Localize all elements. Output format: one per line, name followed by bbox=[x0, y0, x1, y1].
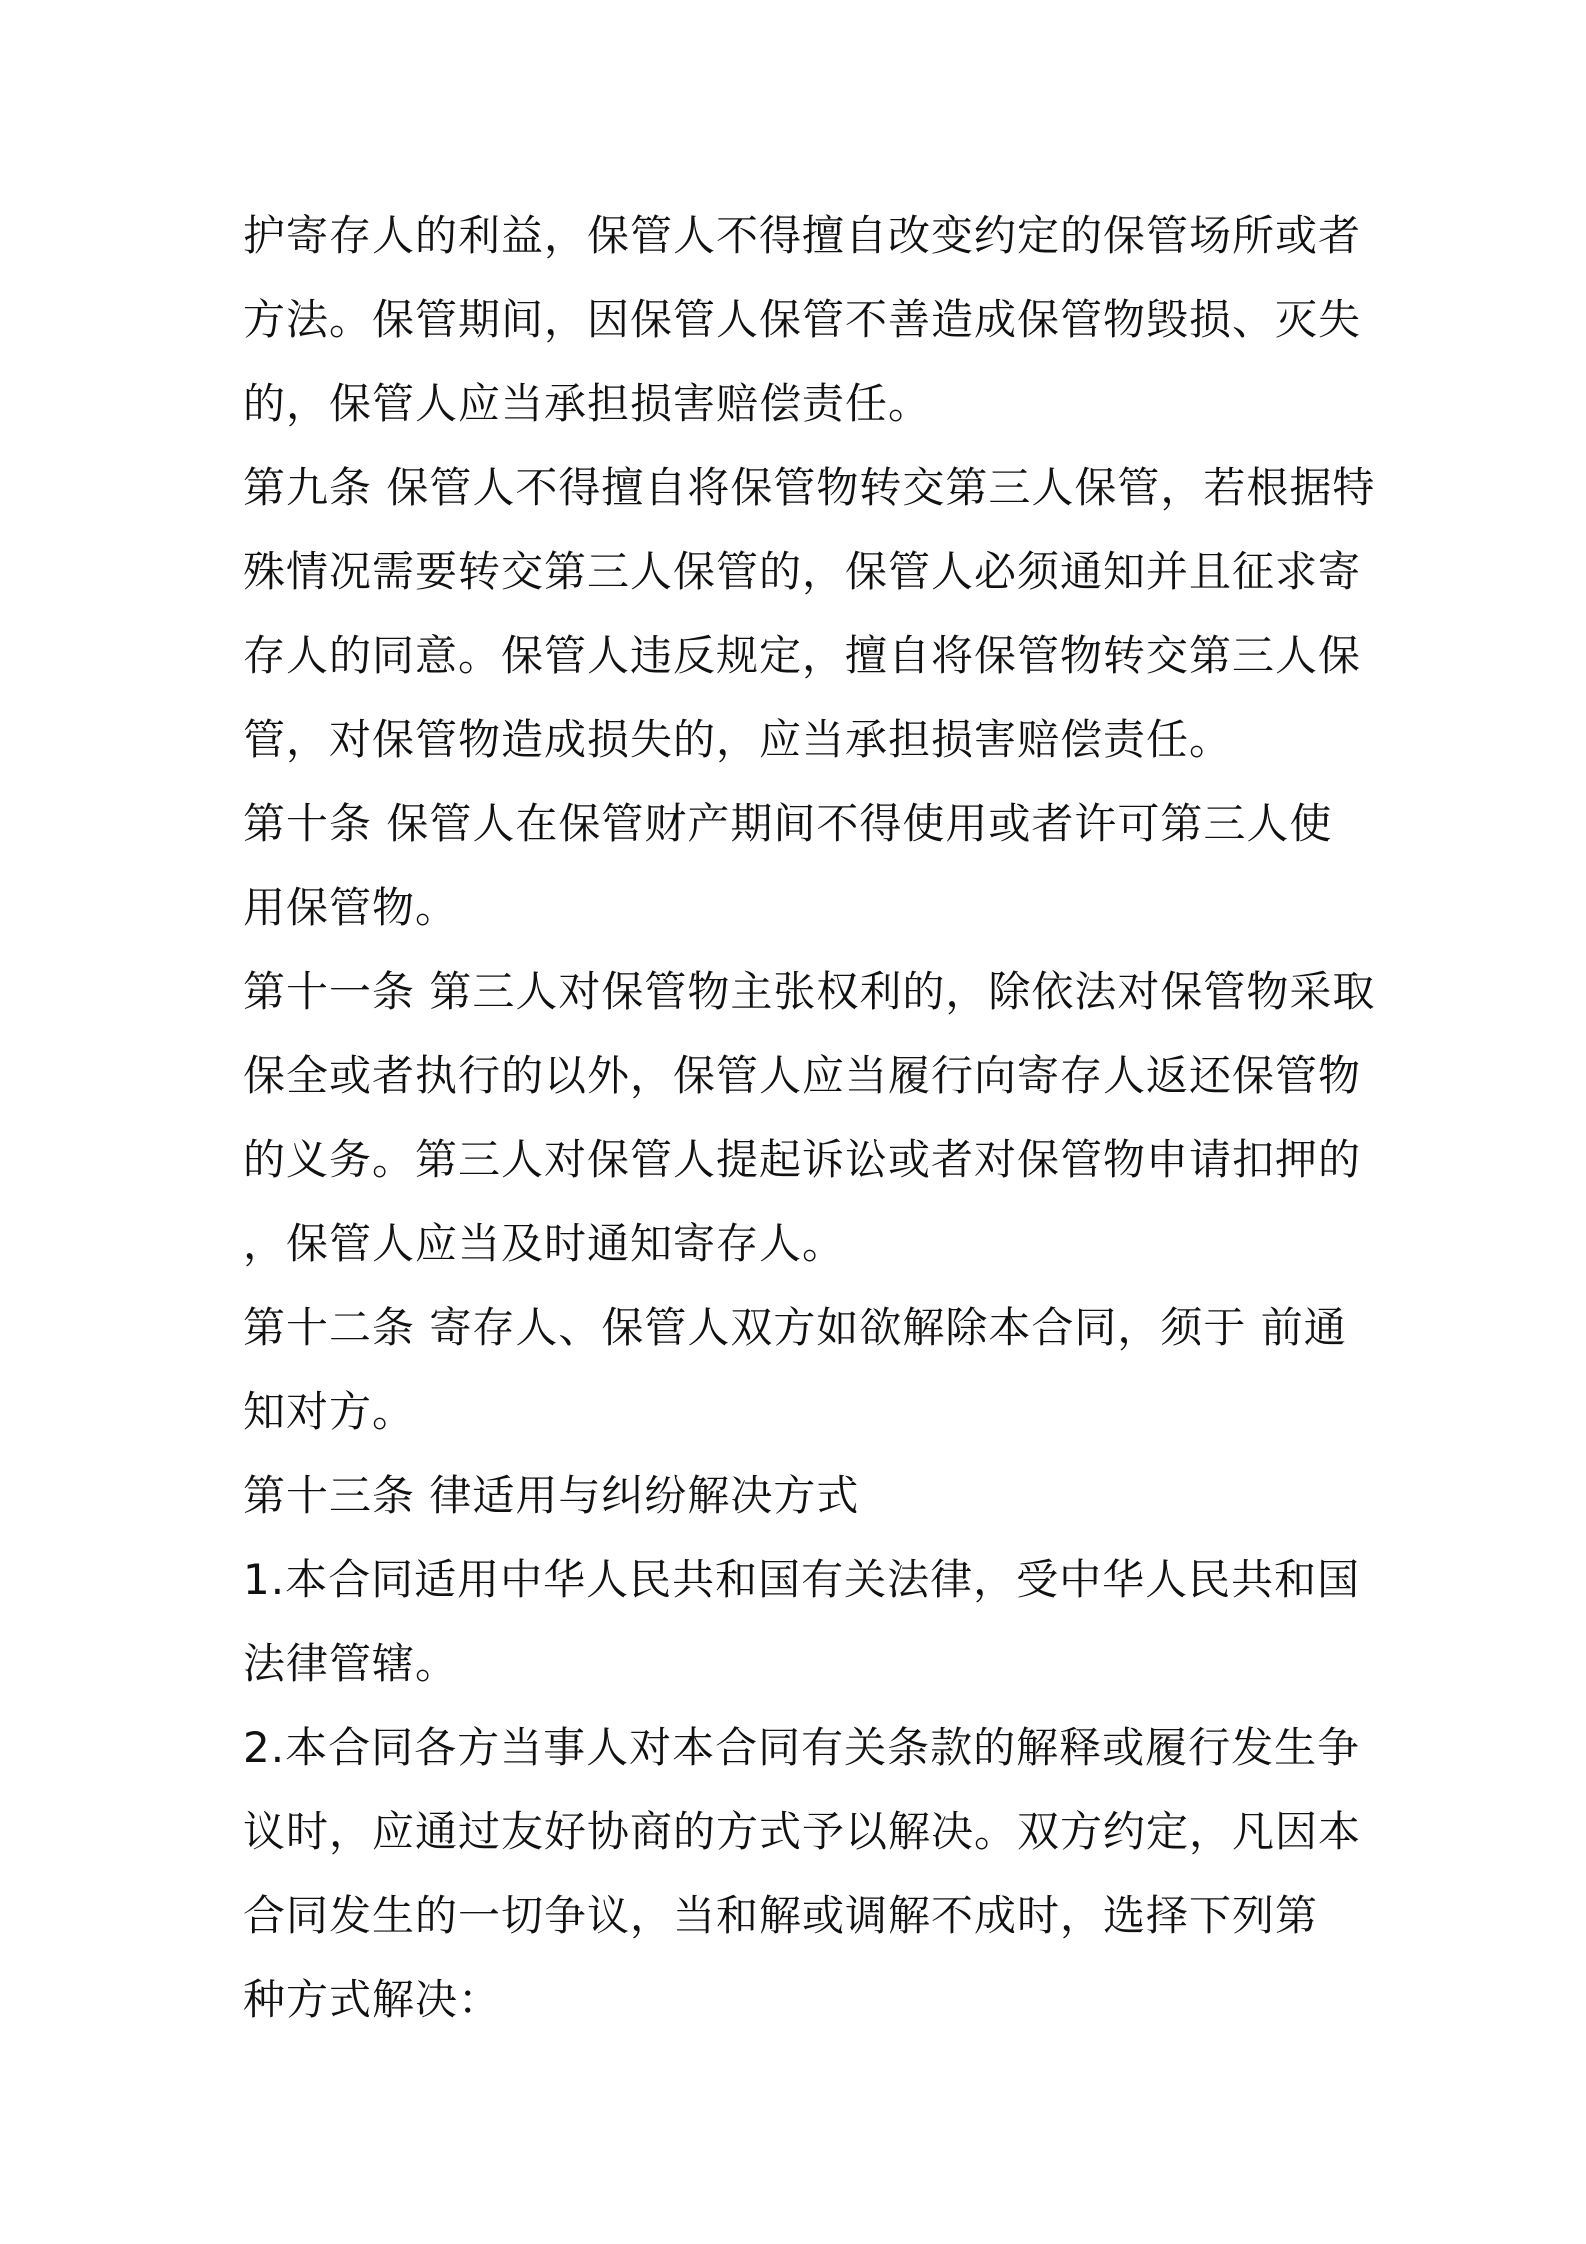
text-line: 殊情况需要转交第三人保管的，保管人必须通知并且征求寄 bbox=[243, 547, 1362, 596]
text-line: 方法。保管期间，因保管人保管不善造成保管物毁损、灭失 bbox=[243, 295, 1362, 344]
article-13-heading-line: 第十三条 律适用与纠纷解决方式 bbox=[243, 1471, 860, 1520]
contract-body-text bbox=[243, 194, 1376, 2042]
text-line: 用保管物。 bbox=[243, 883, 459, 932]
article-10-heading-line: 第十条 保管人在保管财产期间不得使用或者许可第三人使 bbox=[243, 799, 1333, 848]
text-line: 护寄存人的利益，保管人不得擅自改变约定的保管场所或者 bbox=[243, 211, 1362, 260]
article-11-heading-line: 第十一条 第三人对保管物主张权利的，除依法对保管物采取 bbox=[243, 967, 1376, 1016]
text-line: 保全或者执行的以外，保管人应当履行向寄存人返还保管物 bbox=[243, 1051, 1362, 1100]
text-line: 知对方。 bbox=[243, 1387, 416, 1436]
clause-1-line: 1.本合同适用中华人民共和国有关法律，受中华人民共和国 bbox=[243, 1555, 1361, 1604]
article-9-heading-line: 第九条 保管人不得擅自将保管物转交第三人保管，若根据特 bbox=[243, 463, 1376, 512]
text-line: 种方式解决： bbox=[243, 1975, 502, 2024]
text-line: 法律管辖。 bbox=[243, 1639, 459, 1688]
text-line: 管，对保管物造成损失的，应当承担损害赔偿责任。 bbox=[243, 715, 1233, 764]
text-line: 的义务。第三人对保管人提起诉讼或者对保管物申请扣押的 bbox=[243, 1135, 1362, 1184]
text-line: 议时，应通过友好协商的方式予以解决。双方约定，凡因本 bbox=[243, 1807, 1362, 1856]
text-line: 存人的同意。保管人违反规定，擅自将保管物转交第三人保 bbox=[243, 631, 1362, 680]
article-12-heading-line: 第十二条 寄存人、保管人双方如欲解除本合同，须于 前通 bbox=[243, 1303, 1347, 1352]
text-line: 合同发生的一切争议，当和解或调解不成时，选择下列第 bbox=[243, 1891, 1319, 1940]
text-line: ，保管人应当及时通知寄存人。 bbox=[243, 1219, 846, 1268]
text-line: 的，保管人应当承担损害赔偿责任。 bbox=[243, 379, 932, 428]
clause-2-line: 2.本合同各方当事人对本合同有关条款的解释或履行发生争 bbox=[243, 1723, 1361, 1772]
